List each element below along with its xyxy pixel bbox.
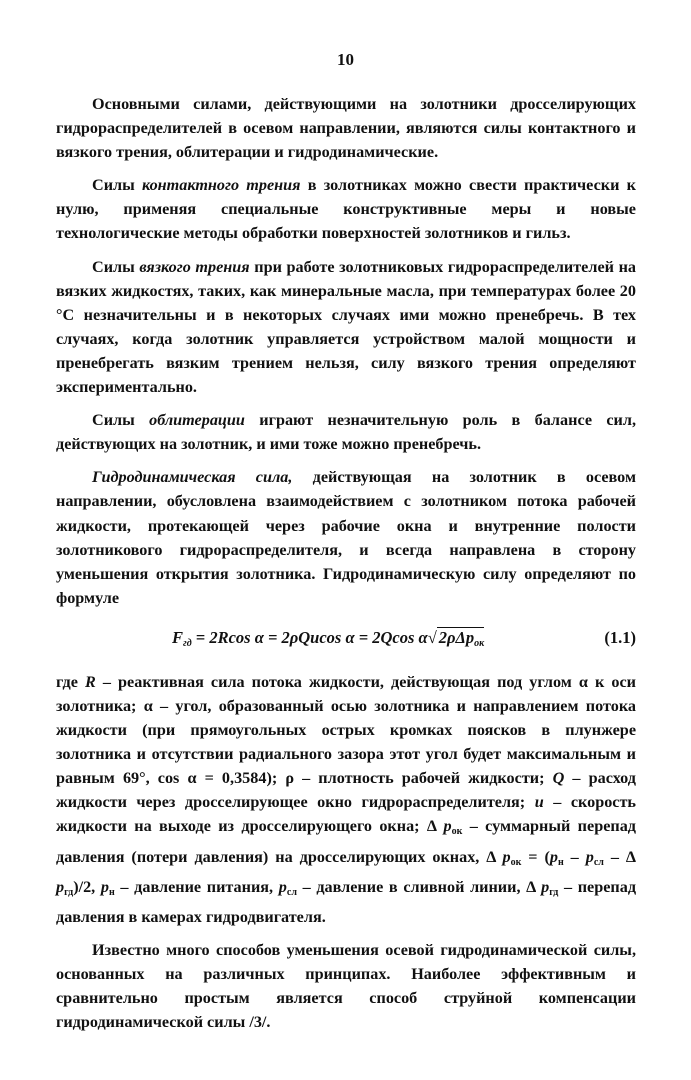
body-text (56, 92, 636, 1043)
paragraph-formula-definitions: где R – реактивная сила потока жидкости, действующая под углом α к оси золотника; α – угол, образованный осью золотника и направлением потока жидкости (при прямоугольных острых кромках поясков в плунжере золотника и отсутствии радиального зазора этот угол будет максимальным и равным 69°, cos α = 0,3584); ρ – плотность рабочей жидкости; Q – расход жидкости через дросселирующее окно гидрораспределителя; u – скорость жидкости на выходе из дросселирующего окна; Δ $p_{ок}$ – суммарный перепад давления (потери давления) на дросселирующих окнах, Δ $p_{ок} = (p_н - p_{сл} - \Delta$ $p_{гд})/2$, $p_н$ – давление питания, $p_{сл}$ – давление в сливной линии, Δ $p_{гд}$ – перепад давления в камерах гидродвигателя. (56, 672, 637, 926)
paragraph-viscous-friction: Силы вязкого трения при работе золотниковых гидрораспределителей на вязких жидкостях, таких, как минеральные масла, при температурах более 20 °С незначительны и в некоторых случаях ими можно пренебречь. В тех случаях, когда золотник управляется устройством малой мощности и пренебрегать вязким трением нельзя, силу вязкого трения определяют экспериментально. (56, 257, 636, 397)
formula-1-1 (56, 616, 636, 664)
term-viscous-friction: вязкого трения (139, 257, 250, 276)
formula-expression: $F_{гд} = 2Rcos$ α = 2ρQucos α = 2Qcos α√ 2ρΔp$_{ок}$ (172, 627, 485, 649)
term-obliteration: облитерации (149, 411, 245, 430)
sqrt-sign: √ (427, 627, 437, 647)
page-number: 10 (337, 50, 354, 69)
paragraph-hydrodynamic-force: Гидродинамическая сила, действующая на золотник в осевом направлении, обусловлена взаимодействием с золотником потока рабочей жидкости, протекающей через рабочие окна и внутренние полости золотникового гидрораспределителя, и всегда направлена в сторону уменьшения открытия золотника. Гидродинамическую силу определяют по формуле (56, 468, 636, 607)
term-hydrodynamic-force: Гидродинамическая сила, (92, 468, 293, 487)
term-contact-friction: контактного трения (141, 176, 301, 195)
sqrt-radicand: 2ρΔp$_{ок}$ (438, 627, 485, 649)
paragraph-obliteration: Силы облитерации играют незначительную роль в балансе сил, действующих на золотник, и ими тоже можно пренебречь. (56, 411, 636, 454)
paragraph-contact-friction: Силы контактного трения в золотниках можно свести практически к нулю, применяя специальные конструктивные меры и новые технологические методы обработки поверхностей золотников и гильз. (56, 176, 636, 243)
paragraph-forces-intro: Основными силами, действующими на золотники дросселирующих гидрораспределителей в осевом направлении, являются силы контактного и вязкого трения, облитерации и гидродинамические. (56, 95, 636, 162)
paragraph-compensation-methods: Известно много способов уменьшения осевой гидродинамической силы, основанных на различных принципах. Наиболее эффективным и сравнительно простым является способ струйной компенсации гидродинамической силы /3/. (56, 940, 636, 1032)
equation-number: (1.1) (604, 627, 636, 647)
